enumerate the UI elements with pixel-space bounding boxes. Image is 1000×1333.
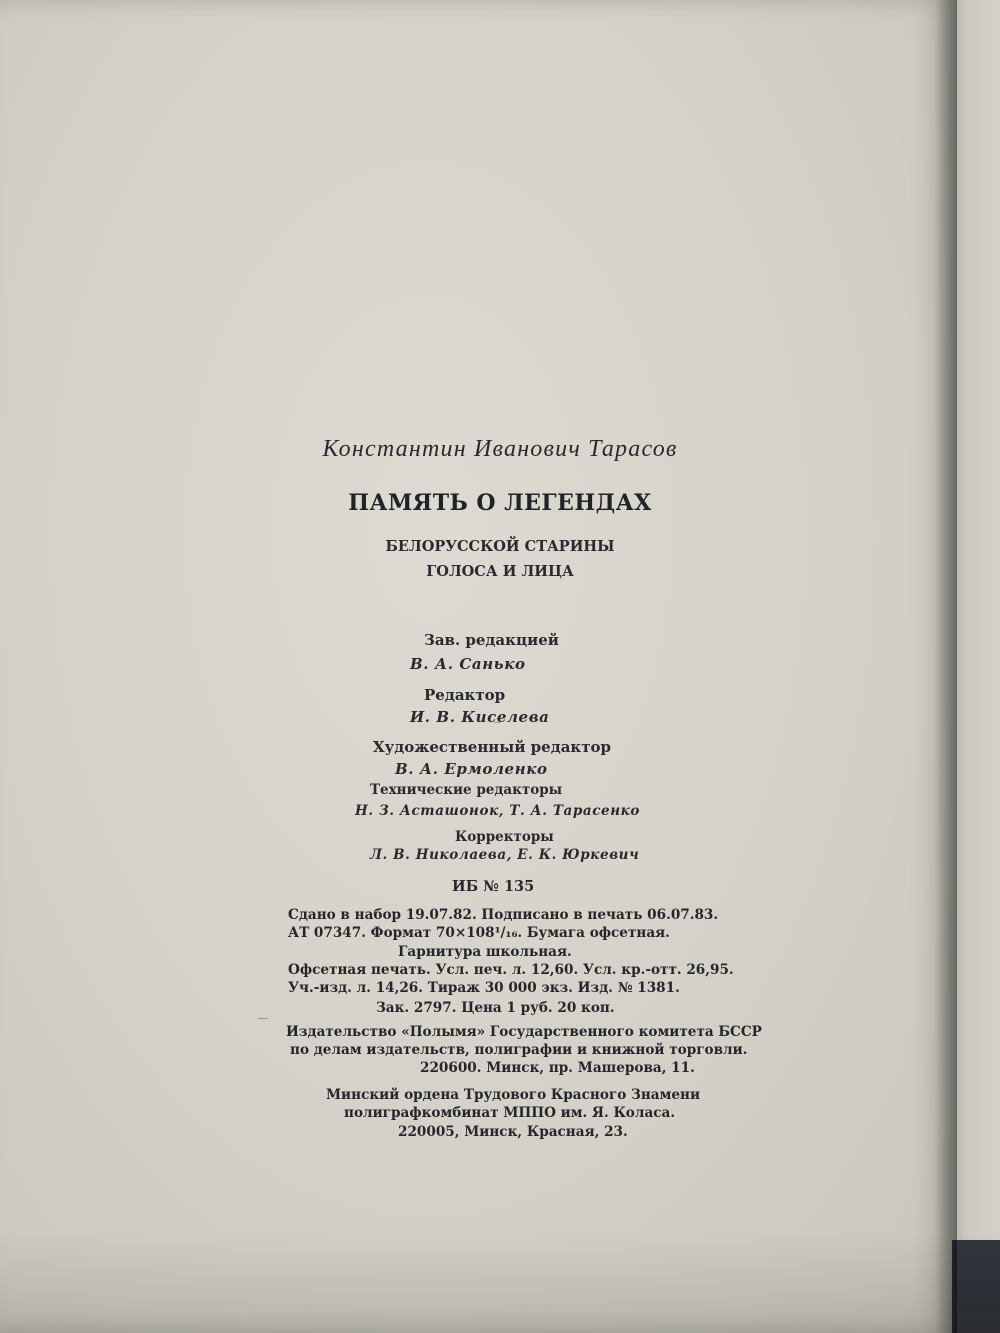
- page-gutter-shadow: [935, 0, 957, 1333]
- credit-role: Редактор: [424, 686, 506, 704]
- publisher-line: 220600. Минск, пр. Машерова, 11.: [420, 1060, 695, 1076]
- printer-line: Минский ордена Трудового Красного Знамени: [326, 1087, 701, 1103]
- credit-role: Зав. редакцией: [424, 631, 559, 649]
- publisher-line: Издательство «Полымя» Государственного комитета БССР: [286, 1024, 762, 1040]
- credit-role: Корректоры: [455, 829, 554, 845]
- printer-line: полиграфкомбинат МППО им. Я. Коласа.: [344, 1105, 676, 1121]
- credit-name: Н. З. Асташонок, Т. А. Тарасенко: [355, 803, 641, 819]
- credit-name: В. А. Ермоленко: [395, 760, 548, 778]
- credit-name: Л. В. Николаева, Е. К. Юркевич: [370, 847, 640, 863]
- credit-role: Художественный редактор: [373, 738, 612, 756]
- subtitle-line-2: ГОЛОСА И ЛИЦА: [426, 563, 574, 580]
- credit-name: В. А. Санько: [410, 655, 526, 673]
- print-details-line: АТ 07347. Формат 70×108¹/₁₆. Бумага офсетная.: [288, 925, 670, 941]
- printer-line: 220005, Минск, Красная, 23.: [398, 1124, 628, 1140]
- print-details-line: Гарнитура школьная.: [398, 944, 572, 960]
- credit-role: Технические редакторы: [370, 782, 563, 798]
- publisher-line: по делам издательств, полиграфии и книжной торговли.: [290, 1042, 748, 1058]
- print-details-line: Офсетная печать. Усл. печ. л. 12,60. Усл. кр.-отт. 26,95.: [288, 962, 734, 978]
- print-details-line: Сдано в набор 19.07.82. Подписано в печать 06.07.83.: [288, 907, 719, 923]
- print-details-line: Уч.-изд. л. 14,26. Тираж 30 000 экз. Изд. № 1381.: [288, 980, 680, 996]
- print-details-line: Зак. 2797. Цена 1 руб. 20 коп.: [376, 1000, 615, 1016]
- book-title: ПАМЯТЬ О ЛЕГЕНДАХ: [348, 490, 652, 516]
- credit-name: И. В. Киселева: [410, 708, 550, 726]
- author-name: Константин Иванович Тарасов: [322, 436, 678, 462]
- subtitle-line-1: БЕЛОРУССКОЙ СТАРИНЫ: [385, 538, 615, 555]
- paper-speck: [258, 1018, 268, 1019]
- ib-number: ИБ № 135: [452, 878, 535, 895]
